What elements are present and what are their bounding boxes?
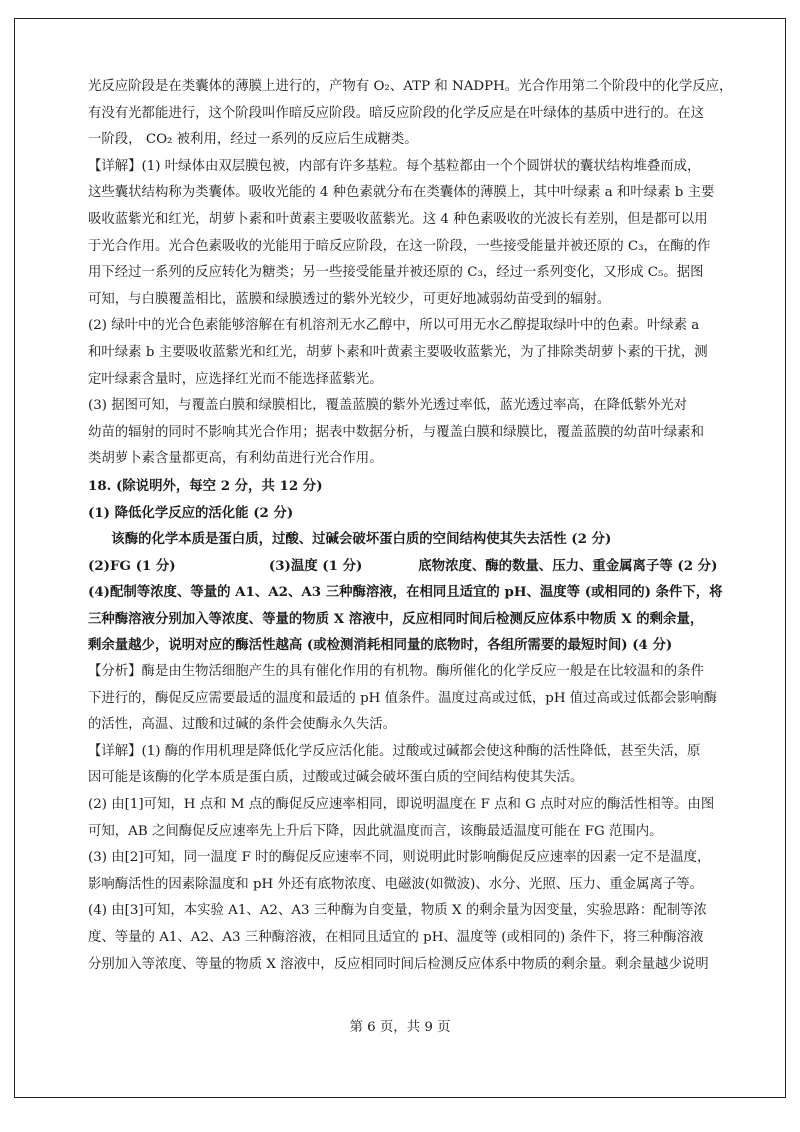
- text-line: 定叶绿素含量时，应选择红光而不能选择蓝紫光。: [88, 371, 383, 387]
- text-line: 一阶段， CO₂ 被利用，经过一系列的反应后生成糖类。: [88, 132, 418, 148]
- text-line: 类胡萝卜素含量都更高，有利幼苗进行光合作用。: [88, 451, 383, 467]
- text-line: 因可能是该酶的化学本质是蛋白质，过酸或过碱会破坏蛋白质的空间结构使其失活。: [88, 770, 584, 786]
- text-line: 【分析】酶是由生物活细胞产生的具有催化作用的有机物。酶所催化的化学反应一般是在比较温和的条件: [88, 664, 704, 680]
- text-line: 这些囊状结构称为类囊体。吸收光能的 4 种色素就分布在类囊体的薄膜上，其中叶绿素 a 和叶绿素 b 主要: [88, 185, 715, 201]
- text-line: 吸收蓝紫光和红光，胡萝卜素和叶黄素主要吸收蓝紫光。这 4 种色素吸收的光波长有差别，但是都可以用: [88, 211, 708, 227]
- text-line: 【详解】(1) 叶绿体由双层膜包被，内部有许多基粒。每个基粒都由一个个圆饼状的囊状结构堆叠而成，: [88, 158, 701, 174]
- text-line: 于光合作用。光合色素吸收的光能用于暗反应阶段，在这一阶段，一些接受能量并被还原的 C₃，在酶的作: [88, 238, 711, 254]
- text-line: (3) 由[2]可知，同一温度 F 时的酶促反应速率不同，则说明此时影响酶促反应速率的因素一定不是温度，: [88, 850, 711, 866]
- text-line: (2) 由[1]可知，H 点和 M 点的酶促反应速率相同，即说明温度在 F 点和 G 点时对应的酶活性相等。由图: [88, 797, 715, 813]
- text-line: 【详解】(1) 酶的作用机理是降低化学反应活化能。过酸或过碱都会使这种酶的活性降低，甚至失活，原: [88, 743, 701, 759]
- text-line: 影响酶活性的因素除温度和 pH 外还有底物浓度、电磁波(如微波)、水分、光照、压力、重金属离子等。: [88, 876, 704, 892]
- page-number: 第 6 页，共 9 页: [349, 1020, 451, 1035]
- text-line: 下进行的，酶促反应需要最适的温度和最适的 pH 值条件。温度过高或过低，pH 值过高或过低都会影响酶: [88, 690, 718, 706]
- text-line: 有没有光都能进行，这个阶段叫作暗反应阶段。暗反应阶段的化学反应是在叶绿体的基质中进行的。在这: [88, 105, 704, 121]
- answer-line: (4)配制等浓度、等量的 A1、A2、A3 三种酶溶液，在相同且适宜的 pH、温度等 (或相同的) 条件下，将: [88, 584, 723, 601]
- answer-line: 三种酶溶液分别加入等浓度、等量的物质 X 溶液中，反应相同时间后检测反应体系中物质 X 的剩余量，: [88, 610, 704, 627]
- text-line: 幼苗的辐射的同时不影响其光合作用；据表中数据分析，与覆盖白膜和绿膜比，覆盖蓝膜的幼苗叶绿素和: [88, 424, 704, 440]
- text-line: (4) 由[3]可知，本实验 A1、A2、A3 三种酶为自变量，物质 X 的剩余量为因变量，实验思路：配制等浓: [88, 903, 707, 919]
- text-line: 度、等量的 A1、A2、A3 三种酶溶液，在相同且适宜的 pH、温度等 (或相同的) 条件下，将三种酶溶液: [88, 930, 704, 945]
- answer-line: 剩余量越少，说明对应的酶活性越高 (或检测消耗相同量的底物时，各组所需要的最短时间) (4 分): [88, 637, 673, 654]
- answer-line: 该酶的化学本质是蛋白质，过酸、过碱会破坏蛋白质的空间结构使其失去活性 (2 分): [88, 531, 612, 548]
- answer-line: (2)FG (1 分) (3)温度 (1 分) 底物浓度、酶的数量、压力、重金属离子等 (2 分): [88, 557, 718, 574]
- answer-line: (1) 降低化学反应的活化能 (2 分): [88, 504, 294, 521]
- document-body: [88, 74, 736, 978]
- text-line: 的活性，高温、过酸和过碱的条件会使酶永久失活。: [88, 717, 396, 733]
- text-line: 光反应阶段是在类囊体的薄膜上进行的，产物有 O₂、ATP 和 NADPH。光合作用第二个阶段中的化学反应，: [88, 79, 733, 94]
- text-line: 分别加入等浓度、等量的物质 X 溶液中，反应相同时间后检测反应体系中物质的剩余量。剩余量越少说明: [88, 956, 709, 972]
- text-line: (3) 据图可知，与覆盖白膜和绿膜相比，覆盖蓝膜的紫外光透过率低，蓝光透过率高，在降低紫外光对: [88, 398, 688, 414]
- text-line: 和叶绿素 b 主要吸收蓝紫光和红光，胡萝卜素和叶黄素主要吸收蓝紫光，为了排除类胡萝卜素的干扰，测: [88, 344, 708, 360]
- text-line: 用下经过一系列的反应转化为糖类；另一些接受能量并被还原的 C₃，经过一系列变化，又形成 C₅。据图: [88, 265, 704, 281]
- text-line: 可知，与白膜覆盖相比，蓝膜和绿膜透过的紫外光较少，可更好地减弱幼苗受到的辐射。: [88, 291, 611, 307]
- text-line: (2) 绿叶中的光合色素能够溶解在有机溶剂无水乙醇中，所以可用无水乙醇提取绿叶中的色素。叶绿素 a: [88, 318, 700, 334]
- text-line: 可知，AB 之间酶促反应速率先上升后下降，因此就温度而言，该酶最适温度可能在 FG 范围内。: [88, 823, 663, 839]
- question-heading: 18. (除说明外，每空 2 分，共 12 分): [88, 477, 323, 494]
